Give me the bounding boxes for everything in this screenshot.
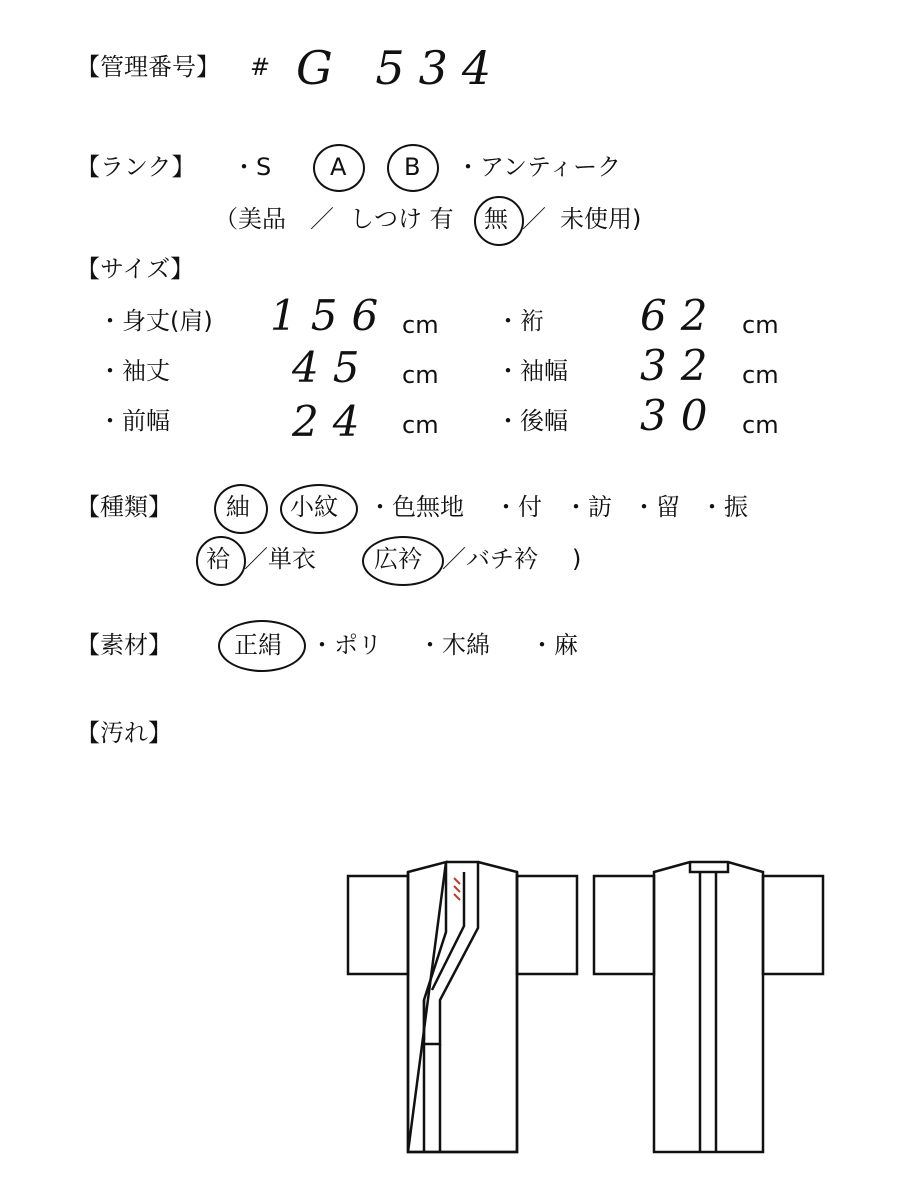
- back-right-sleeve: [763, 876, 823, 974]
- size-mitake-unit: cm: [402, 311, 439, 339]
- kanri-hash: #: [250, 53, 271, 81]
- material-momen: ・木綿: [418, 631, 490, 659]
- back-body-outline: [654, 862, 763, 1152]
- material-shoken: 正絹: [234, 631, 282, 659]
- kind-hiroeri: 広衿: [374, 545, 422, 573]
- kanri-label: 【管理番号】: [76, 53, 220, 81]
- front-right-sleeve: [517, 876, 577, 974]
- kind-tsumugi: 紬: [226, 493, 250, 521]
- rank-option-s: ・S: [232, 153, 272, 181]
- size-sodehaba-value: 32: [640, 341, 722, 390]
- size-maehaba-value: 24: [292, 397, 374, 446]
- size-yuki-label: ・裄: [496, 307, 544, 335]
- kind-close-paren: ): [572, 545, 582, 573]
- size-label: 【サイズ】: [76, 255, 195, 283]
- size-yuki-unit: cm: [742, 311, 779, 339]
- kind-homon: ・訪: [564, 493, 612, 521]
- rank-option-a: A: [330, 153, 347, 181]
- size-atohaba-value: 30: [640, 391, 722, 440]
- size-mitake-label: ・身丈(肩): [98, 307, 213, 335]
- stain-label: 【汚れ】: [76, 719, 172, 747]
- rank-sub-mu: 無: [484, 205, 508, 233]
- front-left-sleeve: [348, 876, 408, 974]
- kind-awase: 袷: [206, 545, 230, 573]
- material-poly: ・ポリ: [310, 631, 382, 659]
- rank-sub-shitsuke: しつけ 有: [350, 205, 454, 233]
- size-sodetake-label: ・袖丈: [98, 357, 170, 385]
- kind-tome: ・留: [632, 493, 680, 521]
- size-sodetake-unit: cm: [402, 361, 439, 389]
- kind-bachieri: ／バチ衿: [442, 545, 538, 573]
- rank-sub-slash2: ／: [522, 205, 546, 233]
- size-sodehaba-unit: cm: [742, 361, 779, 389]
- size-sodehaba-label: ・袖幅: [496, 357, 568, 385]
- kanri-number: G 534: [296, 41, 506, 95]
- back-left-sleeve: [594, 876, 654, 974]
- size-atohaba-label: ・後幅: [496, 407, 568, 435]
- material-label: 【素材】: [76, 631, 172, 659]
- back-collar: [690, 862, 728, 872]
- rank-option-b: B: [404, 153, 421, 181]
- rank-sub-open: （美品: [214, 205, 286, 233]
- size-maehaba-label: ・前幅: [98, 407, 170, 435]
- size-mitake-value: 156: [270, 291, 393, 340]
- material-asa: ・麻: [530, 631, 578, 659]
- rank-option-antique: ・アンティーク: [456, 153, 622, 181]
- size-maehaba-unit: cm: [402, 411, 439, 439]
- rank-label: 【ランク】: [76, 153, 196, 181]
- rank-sub-slash1: ／: [310, 205, 334, 233]
- size-yuki-value: 62: [640, 291, 722, 340]
- size-atohaba-unit: cm: [742, 411, 779, 439]
- kind-hitoe: ／単衣: [244, 545, 316, 573]
- size-sodetake-value: 45: [292, 343, 374, 392]
- kind-furi: ・振: [700, 493, 748, 521]
- rank-sub-unused: 未使用): [560, 205, 642, 233]
- kind-iromuji: ・色無地: [368, 493, 464, 521]
- kind-label: 【種類】: [76, 493, 172, 521]
- kimono-back-diagram: [594, 862, 823, 1152]
- front-lining-mark: [454, 878, 460, 900]
- kind-tsuke: ・付: [494, 493, 542, 521]
- kimono-front-diagram: [348, 862, 577, 1152]
- kind-komon: 小紋: [290, 493, 338, 521]
